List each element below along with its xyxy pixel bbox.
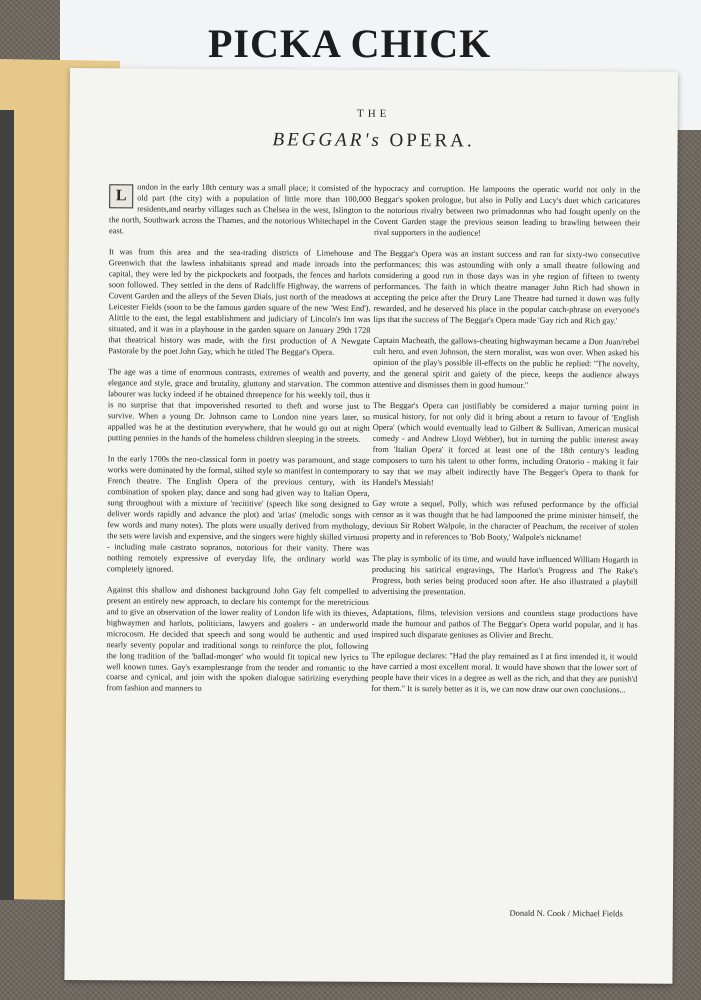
paragraph: hypocracy and corruption. He lampoons the operatic world not only in the Beggar's spoken prologue, but also in Polly and Lucy's duet which caricatures the notorious rivalry between two primadonnas who had fought openly on the Covent Garden stage the previous season leading to brawling between their rival supporters in the audience! <box>373 183 641 238</box>
dark-inner-page-edge <box>0 110 14 900</box>
paragraph: The Beggar's Opera can justifiably be considered a major turning point in musical history, for not only did it bring about a return to favour of 'English Opera' (which would eventually lead to Gilbert & Sullivan, American musical comedy - and Andrew Lloyd Webber), but in turning the public interest away from 'Italian Opera' it forced at least one of the 18th century's leading composers to turn his talent to other forms, including Oratorio - making it fair to say that we may albeit indirectly have The Begger's Opera to thank for Handel's Messiah! <box>372 401 639 488</box>
paragraph: The Beggar's Opera was an instant success and ran for sixty-two consecutive performances; this was astounding with only a small theatre following and considering a good run in those days was in yhe region of fifteen to twenty performances. The faith in which theatre manager John Rich had shown in accepting the peice after the Drury Lane Theatre had turned it down was fully rewarded, and he deserved his place in the popular catch-phrase on everyone's lips that the success of The Beggar's Opera made 'Gay rich and Rich gay.' <box>373 249 640 326</box>
paragraph: Adaptations, films, television versions and countless stage productions have made the humour and pathos of The Beggar's Opera world popular, and it has inspired such disparate geniuses as Olivier and Brecht. <box>371 607 638 640</box>
paragraph: It was from this area and the sea-trading districts of Limehouse and Greenwich that the lawless inhabitants spread and made inroads into the capital, they were led by the pickpockets and footpads, the fences and harlots soon followed. They settled in the dens of Radcliffe Highway, the warrens of Covent Garden and the alleys of the Seven Dials, just north of the meadows at Leicester Fields (soon to be the famous garden square of the new 'West End'). Alittle to the east, the legal establishment and judiciary of Lincoln's Inn was situated, and it was in a playhouse in the garden square on January 29th 1728 that theatrical history was made, with the first production of A Newgate Pastorale by the poet John Gay, which he titled The Beggar's Opera. <box>108 247 371 357</box>
paragraph: In the early 1700s the neo-classical form in poetry was paramount, and stage works were dominated by the formal, stilted style so manifest in contemporary French theatre. The English Opera of the previous century, with its combination of spoken play, dance and song had given way to Italian Opera, sung throughout with a mixture of 'recititive' (speech like song designed to deliver words rapidly and advance the plot) and 'arias' (melodic songs with few words and many notes). The plots were usually derived from mythology, the sets were lavish and expensive, and the singers were highly skilled virtuosi - including male castrato sopranos, notorious for their vanity. There was nothing remotely expressive of everyday life, the ordinary world was completely ignored. <box>106 454 370 574</box>
left-column <box>106 182 371 706</box>
paragraph: The play is symbolic of its time, and would have influenced William Hogarth in producing his satirical engravings, The Harlot's Progress and The Rake's Progress, both series being produced soon after. He also illustrated a playbill advertising the presentation. <box>371 553 639 596</box>
title-rest: OPERA. <box>381 129 475 152</box>
programme-page <box>64 68 678 984</box>
drop-cap: L <box>109 184 133 208</box>
paragraph: Against this shallow and dishonest background John Gay felt compelled to present an entirely new approach, to declare his contempt for the meretricious and to give an observation of the lower reality of London life with its thieves, highwaymen and harlots, politicians, lawyers and goalers - an underworld microcosm. He decided that speech and song would be authentic and used nearly seventy popular and traditional songs to reinforce the plot, following the long tradition of the 'ballad-monger' who would fit topical new lyrics to well known tunes. Gay's examplesrange from the tender and romantic to the coarse and cynical, and join with the spoken dialogue satirizing everything from fashion and manners to <box>106 585 369 694</box>
title-italic: BEGGAR's <box>272 129 382 151</box>
background-sheet-title: PICKA CHICK <box>208 21 492 66</box>
paragraph: The age was a time of enormous contrasts, extremes of wealth and poverty, elegance and style, grace and brutality, gluttony and starvation. The common labourer was lucky indeed if he obtained threepence for his weekly toil, thus it is no surprise that that impoverished resorted to theft and worse just to survive. When a young Dr. Johnson came to London nine years later, so appalled was he at the destitution everywhere, that he would go out at night putting pennies in the hands of the homeless children sleeping in the streets. <box>107 367 371 444</box>
paragraph: Gay wrote a sequel, Polly, which was refused performance by the official censor as it was thought that he had lampooned the prime minister himself, the devious Sir Robert Walpole, in the character of Peachum, the receiver of stolen property and in references to 'Bob Booty,' Walpole's nickname! <box>372 499 639 543</box>
paragraph: The epilogue declares: "Had the play remained as I at first intended it, it would have carried a most excellent moral. It would have shown that the lower sort of people have their vices in a degree as well as the rich, and that they are punish'd for them." It is surely better as it is, we can now draw our own conclusions... <box>371 651 638 695</box>
paragraph-text: ondon in the early 18th century was a small place; it consisted of the old part (the city) with a population of little more than 100,000 residents,and nearby villages such as Chelsea in the west, Islington to the north, Southwark across the Thames, and the notorious Whitechapel in the east. <box>108 182 372 236</box>
paragraph: Captain Macheath, the gallows-cheating highwayman became a Don Juan/rebel cult hero, and even Johnson, the stern moralist, was won over. When asked his opinion of the play's possible ill-effects on the public he replied: "The novelty, and the general spirit and gaiety of the piece, keeps the audience always attentive and dismisses them in good humour." <box>373 336 640 390</box>
paragraph <box>109 182 371 238</box>
right-column <box>371 184 640 707</box>
heading-the: THE <box>356 107 391 120</box>
author-signature: Donald N. Cook / Michael Fields <box>509 907 623 919</box>
page-title <box>69 128 677 154</box>
